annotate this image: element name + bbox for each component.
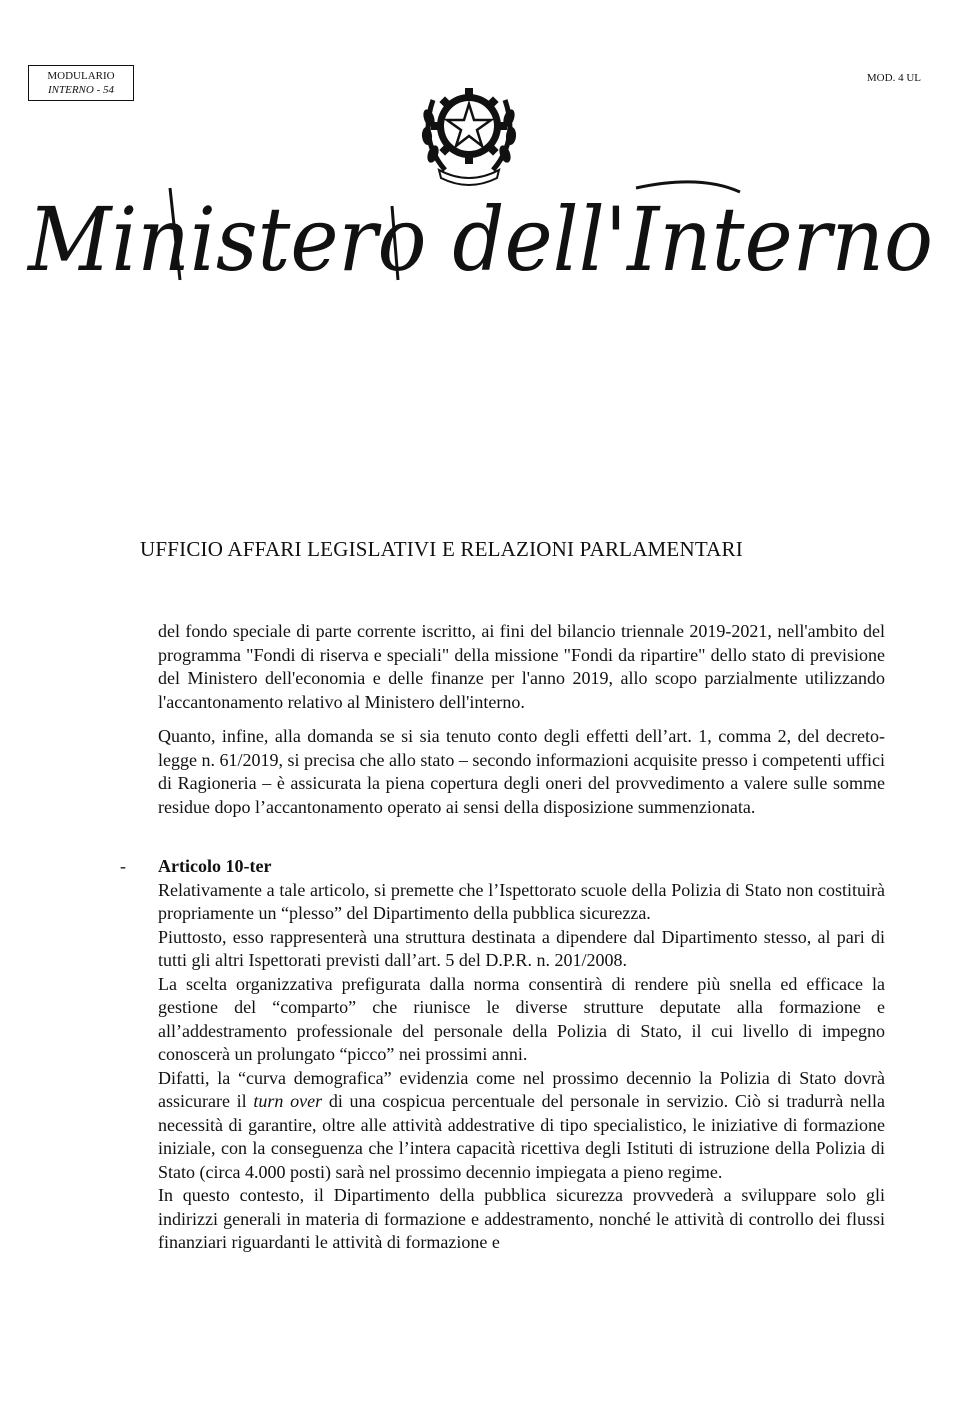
office-heading: UFFICIO AFFARI LEGISLATIVI E RELAZIONI PARLAMENTARI bbox=[140, 537, 743, 561]
article-title: Articolo 10-ter bbox=[158, 856, 272, 876]
text-run: di una cospicua percentuale del personale in servizio. Ciò si tradurrà nella necessità di garantire, oltre alle attività addestrative di tipo specialistico, le iniziative di formazione iniziale, con la conseguenza che l’intera capacità ricettiva degli Istituti di istruzione della Polizia di Stato (circa 4.000 posti) sarà nel prossimo decennio impiegata a pieno regime. bbox=[158, 1091, 885, 1182]
paragraph: La scelta organizzativa prefigurata dalla norma consentirà di rendere più snella ed efficace la gestione del “comparto” che riunisce le diverse strutture deputate alla formazione e all’addestramento professionale del personale della Polizia di Stato, il cui livello di impegno conoscerà un prolungato “picco” nei prossimi anni. bbox=[158, 973, 885, 1064]
paragraph: Relativamente a tale articolo, si premette che l’Ispettorato scuole della Polizia di Stato non costituirà propriamente un “plesso” del Dipartimento della pubblica sicurezza. bbox=[158, 879, 885, 923]
model-code: MOD. 4 UL bbox=[866, 72, 921, 84]
paragraph: del fondo speciale di parte corrente iscritto, ai fini del bilancio triennale 2019-2021, nell'ambito del programma "Fondi di riserva e speciali" della missione "Fondi da ripartire" dello stato di previsione del Ministero dell'economia e delle finanze per l'anno 2019, allo scopo parzialmente utilizzando l'accantonamento relativo al Ministero dell'interno. bbox=[158, 621, 885, 712]
text-run: Difatti, la “curva demografica” evidenzia come nel prossimo decennio la Polizia di Stato dovrà assicurare il bbox=[158, 1067, 885, 1111]
paragraph: Piuttosto, esso rappresenterà una struttura destinata a dipendere dal Dipartimento stesso, al pari di tutti gli altri Ispettorati previsti dall’art. 5 del D.P.R. n. 201/2008. bbox=[158, 926, 885, 970]
document-body bbox=[120, 620, 885, 1255]
ministry-wordmark-logo bbox=[20, 168, 945, 308]
paragraph: In questo contesto, il Dipartimento della pubblica sicurezza provvederà a sviluppare solo gli indirizzi generali in materia di formazione e addestramento, nonché le attività di controllo dei flussi finanziari riguardanti le attività di formazione e bbox=[158, 1185, 885, 1252]
ministry-wordmark: Ministero dell'Interno bbox=[26, 188, 933, 291]
modulario-label: MODULARIO bbox=[47, 70, 115, 82]
paragraph: Quanto, infine, alla domanda se si sia tenuto conto degli effetti dell’art. 1, comma 2, del decreto-legge n. 61/2019, si precisa che allo stato – secondo informazioni acquisite presso i competenti uffici di Ragioneria – è assicurata la piena copertura degli oneri del provvedimento a valere sulle somme residue dopo l’accantonamento operato ai sensi della disposizione summenzionata. bbox=[158, 726, 885, 817]
paragraph bbox=[158, 1067, 885, 1185]
modulario-code: INTERNO - 54 bbox=[48, 84, 114, 96]
list-dash: - bbox=[120, 856, 126, 876]
modulario-box bbox=[28, 65, 134, 101]
article-section bbox=[120, 855, 885, 1255]
italic-term: turn over bbox=[253, 1091, 323, 1111]
